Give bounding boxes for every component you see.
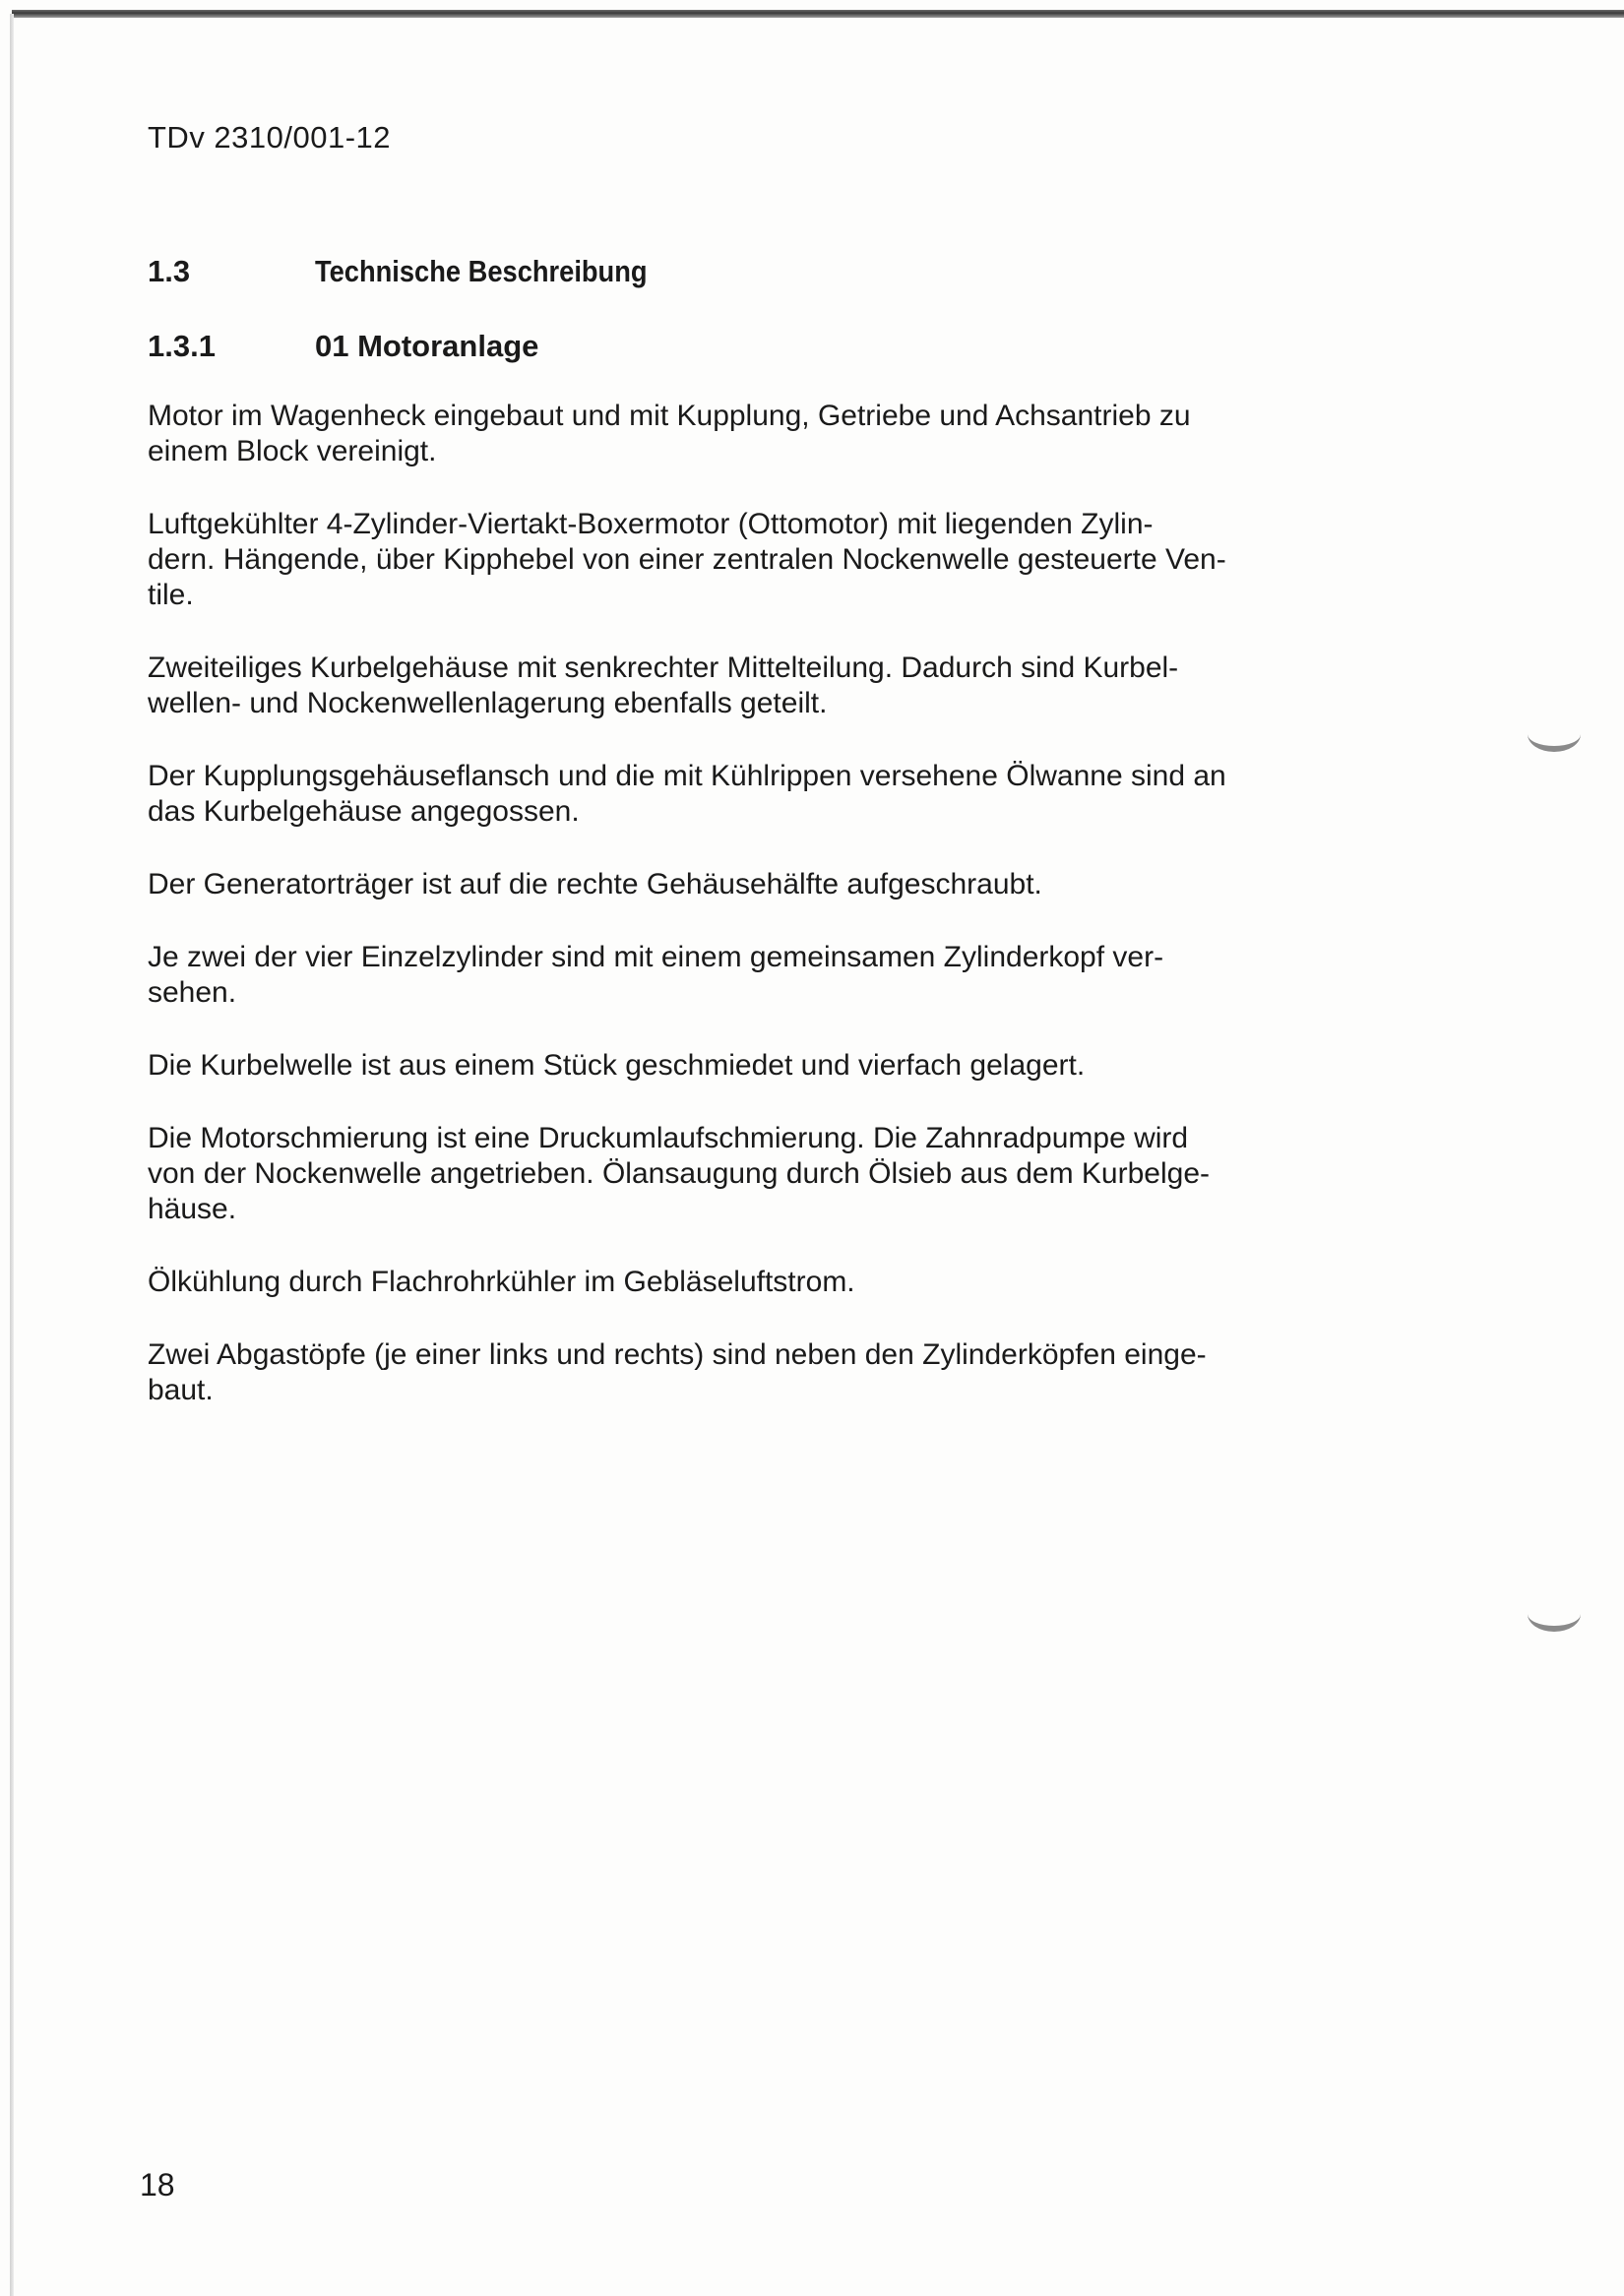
page-top-edge: [12, 10, 1624, 18]
punch-hole-mark: [1528, 1596, 1581, 1632]
paragraph: Motor im Wagenheck eingebaut und mit Kupplung, Getriebe und Achsantrieb zu einem Block vereinigt.: [148, 400, 1191, 467]
paragraph: Zweiteiliges Kurbelgehäuse mit senkrechter Mittelteilung. Dadurch sind Kurbel- wellen- und Nockenwellenlagerung ebenfalls geteilt.: [148, 652, 1179, 719]
paragraph: Je zwei der vier Einzelzylinder sind mit einem gemeinsamen Zylinderkopf ver- sehen.: [148, 941, 1164, 1009]
paragraph: Luftgekühlter 4-Zylinder-Viertakt-Boxermotor (Ottomotor) mit liegenden Zylin- dern. Hängende, über Kipphebel von einer zentralen Nockenwelle gesteuerte Ven- tile.: [148, 508, 1226, 611]
paragraph: Die Kurbelwelle ist aus einem Stück geschmiedet und vierfach gelagert.: [148, 1049, 1086, 1082]
section-title: Technische Beschreibung: [315, 254, 648, 288]
document-id: TDv 2310/001-12: [148, 120, 392, 155]
body-text: [148, 399, 1329, 1446]
page-left-edge: [10, 14, 14, 2296]
paragraph: Der Kupplungsgehäuseflansch und die mit Kühlrippen versehene Ölwanne sind an das Kurbelgehäuse angegossen.: [148, 760, 1226, 828]
subsection-heading: [148, 329, 538, 364]
section-number: 1.3: [148, 254, 191, 288]
subsection-title: 01 Motoranlage: [315, 329, 539, 363]
punch-hole-mark: [1528, 716, 1581, 752]
paragraph: Zwei Abgastöpfe (je einer links und rechts) sind neben den Zylinderköpfen einge- baut.: [148, 1338, 1207, 1406]
paragraph: Die Motorschmierung ist eine Druckumlaufschmierung. Die Zahnradpumpe wird von der Nockenwelle angetrieben. Ölansaugung durch Ölsieb aus dem Kurbelge- häuse.: [148, 1122, 1210, 1225]
paragraph: Ölkühlung durch Flachrohrkühler im Gebläseluftstrom.: [148, 1266, 855, 1298]
section-heading: [148, 254, 693, 289]
paragraph: Der Generatorträger ist auf die rechte Gehäusehälfte aufgeschraubt.: [148, 868, 1042, 900]
page-number: 18: [140, 2167, 175, 2203]
subsection-number: 1.3.1: [148, 329, 216, 363]
